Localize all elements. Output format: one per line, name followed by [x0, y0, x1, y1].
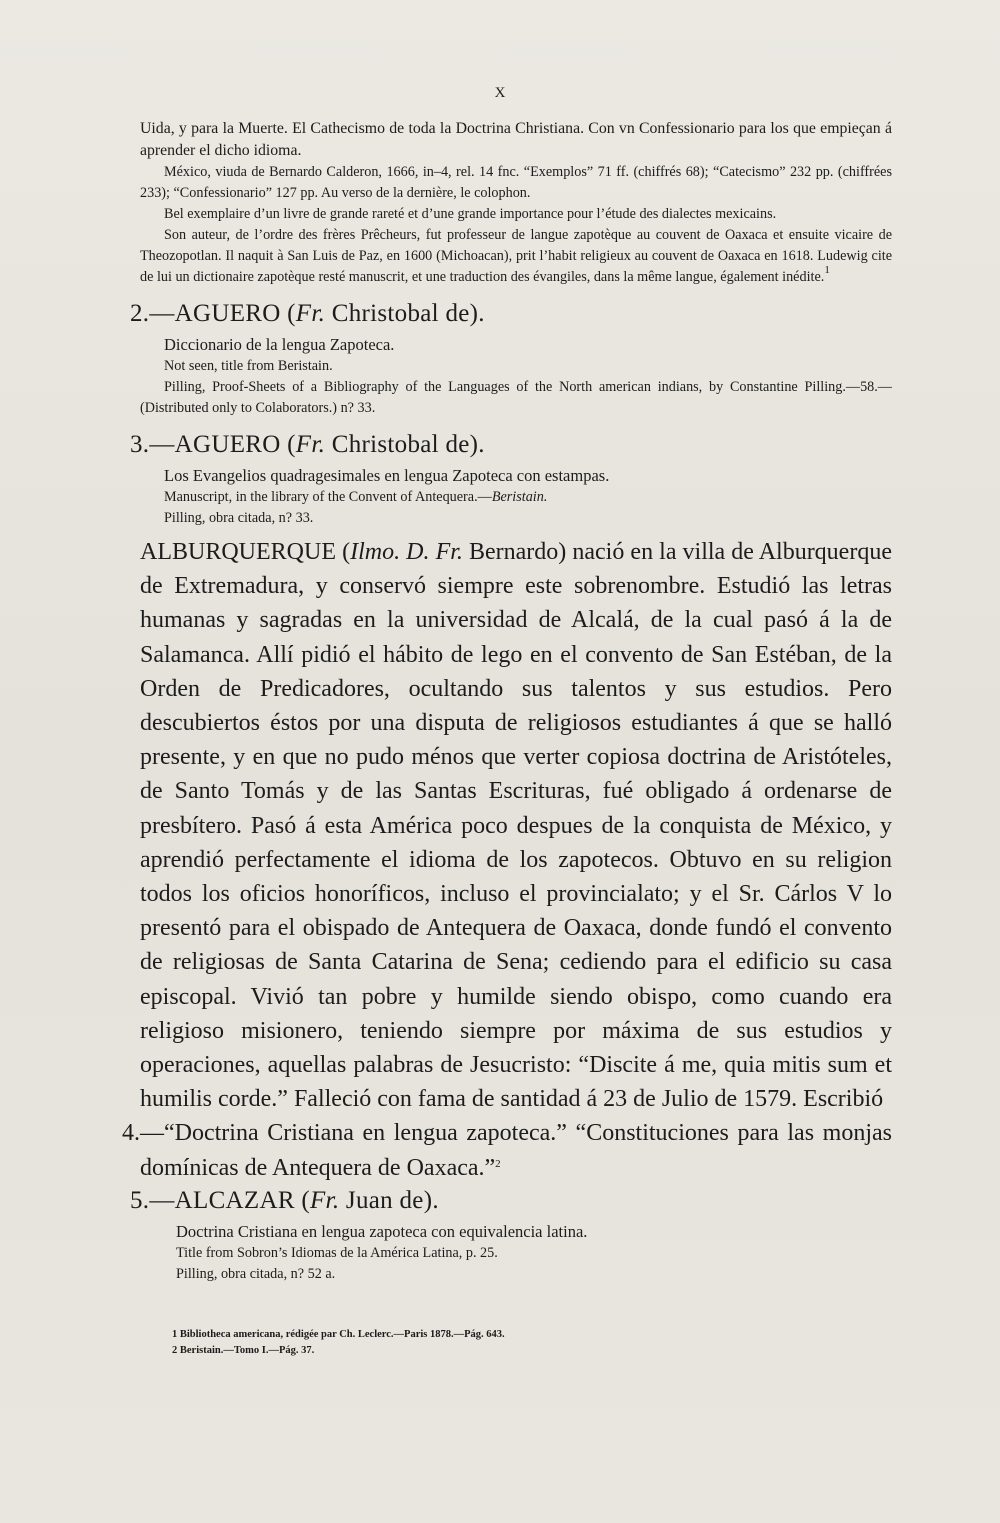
entry-3-heading: 3.—AGUERO (Fr. Christobal de). [130, 431, 485, 458]
footnote-ref-1: 1 [824, 264, 830, 276]
entry-1-title: Uida, y para la Muerte. El Cathecismo de toda la Doctrina Christiana. Con vn Confessionario para los que empieçan á aprender el dicho idioma. [140, 120, 892, 159]
entry-2-title: Diccionario de la lengua Zapoteca. [164, 335, 395, 354]
page-number: X [494, 85, 506, 101]
footnote-2: 2 Beristain.—Tomo I.—Pág. 37. [172, 1345, 315, 1356]
entry-1-imprint: México, viuda de Bernardo Calderon, 1666, in–4, rel. 14 fnc. “Exemplos” 71 ff. (chiffrés 68); “Catecismo” 232 pp. (chiffrées 233); “Confessionario” 127 pp. Au verso de la dernière, le colophon. [140, 164, 892, 201]
alburquerque-biography: ALBURQUERQUE (Ilmo. D. Fr. Bernardo) nació en la villa de Alburquerque de Extremadura, y conservó siempre este sobrenombre. Estudió las letras humanas y sagradas en la universidad de Alcalá, de la cual pasó á la de Salamanca. Allí pidió el hábito de lego en el convento de San Estéban, de la Orden de Predicadores, ocultando sus talentos y sus estudios. Pero descubiertos éstos por una disputa de religiosos estudiantes á que se halló presente, y en que no pudo ménos que verter copiosa doctrina de Aristóteles, de Santo Tomás y de las Santas Escrituras, fué obligado á ordenarse de presbítero. Pasó á esta América poco despues de la conquista de México, y aprendió perfectamente el idioma de los zapotecos. Obtuvo en su religion todos los oficios honoríficos, incluso el provincialato; y el Sr. Cárlos V lo presentó para el obispado de Antequera de Oaxaca, donde fundó el convento de religiosas de Santa Catarina de Sena; cediendo para el edificio su casa episcopal. Vivió tan pobre y humilde siendo obispo, como cuando era religioso misionero, teniendo siempre por máxima de sus estudios y operaciones, aquellas palabras de Jesucristo: “Discite á me, quia mitis sum et humilis corde.” Falleció con fama de santidad á 23 de Julio de 1579. Escribió [140, 539, 892, 1113]
entry-2-heading: 2.—AGUERO (Fr. Christobal de). [130, 300, 485, 327]
entry-1-note-1: Bel exemplaire d’un livre de grande rareté et d’une grande importance pour l’étude des dialectes mexicains. [164, 206, 777, 222]
entry-3-title: Los Evangelios quadragesimales en lengua Zapoteca con estampas. [164, 466, 610, 485]
entry-5-note-1: Title from Sobron’s Idiomas de la América Latina, p. 25. [176, 1244, 498, 1261]
entry-2-note-1: Not seen, title from Beristain. [164, 358, 333, 374]
entry-2-note-2: Pilling, Proof-Sheets of a Bibliography of the Languages of the North american indians, by Constantine Pilling.—58.—(Distributed only to Colaborators.) n? 33. [140, 379, 892, 416]
footnotes [172, 1327, 505, 1359]
entry-4: 4.—“Doctrina Cristiana en lengua zapoteca.” “Constituciones para las monjas domínicas de Antequera de Oaxaca.”$^2$ [122, 1120, 892, 1181]
entry-5-heading: 5.—ALCAZAR (Fr. Juan de). [130, 1186, 439, 1214]
footnote-ref-2: 2 [495, 1157, 501, 1170]
entry-1-continuation [140, 118, 892, 288]
entry-5-note-2: Pilling, obra citada, n? 52 a. [176, 1265, 336, 1282]
entry-5-title: Doctrina Cristiana en lengua zapoteca con equivalencia latina. [176, 1221, 588, 1241]
entry-3-note-2: Pilling, obra citada, n? 33. [164, 510, 314, 526]
footnote-1: 1 Bibliotheca americana, rédigée par Ch. Leclerc.—Paris 1878.—Pág. 643. [172, 1329, 505, 1340]
content [122, 118, 892, 1285]
entry-1-note-2: Son auteur, de l’ordre des frères Prêcheurs, fut professeur de langue zapotèque au couvent de Oaxaca et ensuite vicaire de Theozopotlan. Il naquit à San Luis de Paz, en 1600 (Michoacan), prit l’habit religieux au couvent de Oaxaca en 1618. Ludewig cite de lui un dictionaire zapotèque resté manuscrit, et une traduction des évangiles, dans la même langue, également inédite.$^1$ [140, 227, 892, 285]
entry-3-note-1: Manuscript, in the library of the Convent of Antequera.—Beristain. [164, 489, 548, 505]
